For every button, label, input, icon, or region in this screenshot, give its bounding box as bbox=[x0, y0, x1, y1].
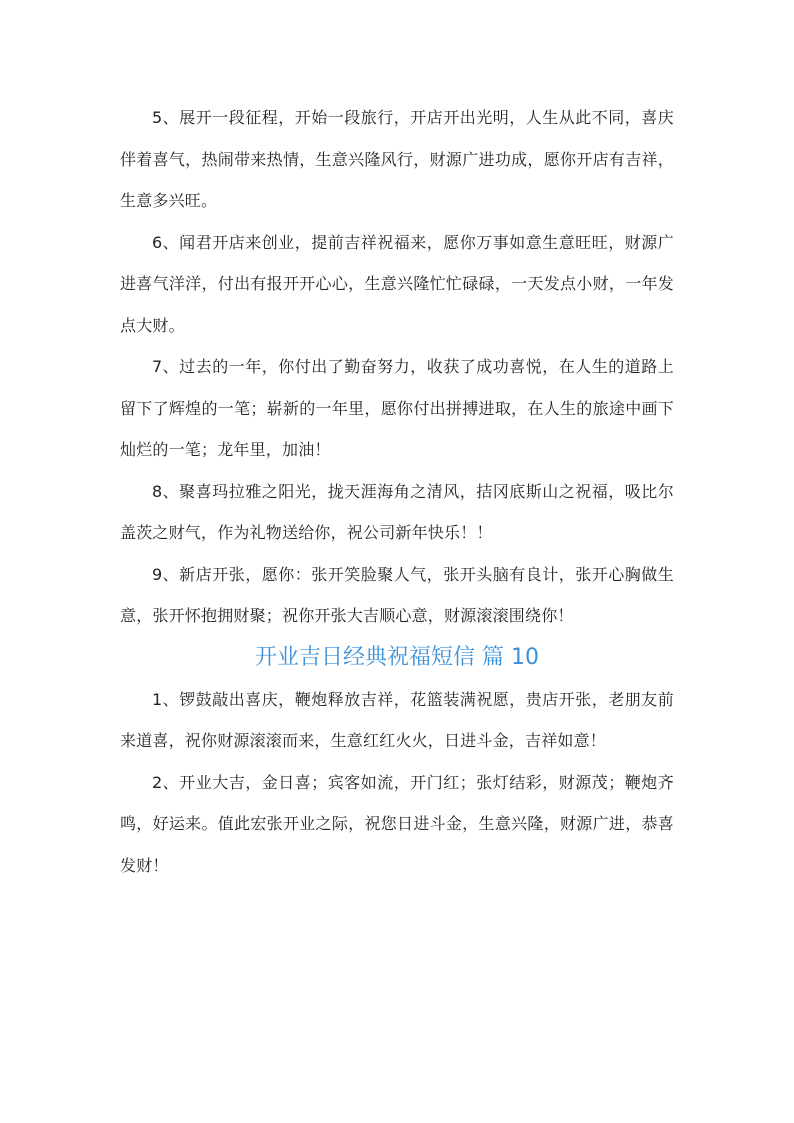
paragraph-blessing-2: 2、开业大吉，金日喜；宾客如流，开门红；张灯结彩，财源茂；鞭炮齐鸣，好运来。值此宏张开业之际，祝您日进斗金，生意兴隆，财源广进，恭喜发财！ bbox=[120, 772, 674, 875]
paragraph-blessing-7: 7、过去的一年，你付出了勤奋努力，收获了成功喜悦，在人生的道路上留下了辉煌的一笔；崭新的一年里，愿你付出拼搏进取，在人生的旅途中画下灿烂的一笔；龙年里，加油！ bbox=[120, 357, 674, 459]
paragraph-blessing-9: 9、新店开张，愿你：张开笑脸聚人气，张开头脑有良计，张开心胸做生意，张开怀抱拥财聚；祝你开张大吉顺心意，财源滚滚围绕你！ bbox=[120, 564, 674, 625]
paragraph-blessing-6: 6、闻君开店来创业，提前吉祥祝福来，愿你万事如意生意旺旺，财源广进喜气洋洋，付出有报开开心心，生意兴隆忙忙碌碌，一天发点小财，一年发点大财。 bbox=[120, 232, 674, 335]
document-page bbox=[120, 97, 674, 886]
paragraph-blessing-1: 1、锣鼓敲出喜庆，鞭炮释放吉祥，花篮装满祝愿，贵店开张，老朋友前来道喜，祝你财源滚滚而来，生意红红火火，日进斗金，吉祥如意！ bbox=[120, 689, 674, 750]
paragraph-blessing-8: 8、聚喜玛拉雅之阳光，拢天涯海角之清风，拮冈底斯山之祝福，吸比尔盖茨之财气，作为礼物送给你，祝公司新年快乐！！ bbox=[120, 481, 674, 542]
section-heading: 开业吉日经典祝福短信 篇 10 bbox=[255, 644, 539, 670]
paragraph-blessing-5: 5、展开一段征程，开始一段旅行，开店开出光明，人生从此不同，喜庆伴着喜气，热闹带来热情，生意兴隆风行，财源广进功成，愿你开店有吉祥，生意多兴旺。 bbox=[120, 108, 674, 210]
